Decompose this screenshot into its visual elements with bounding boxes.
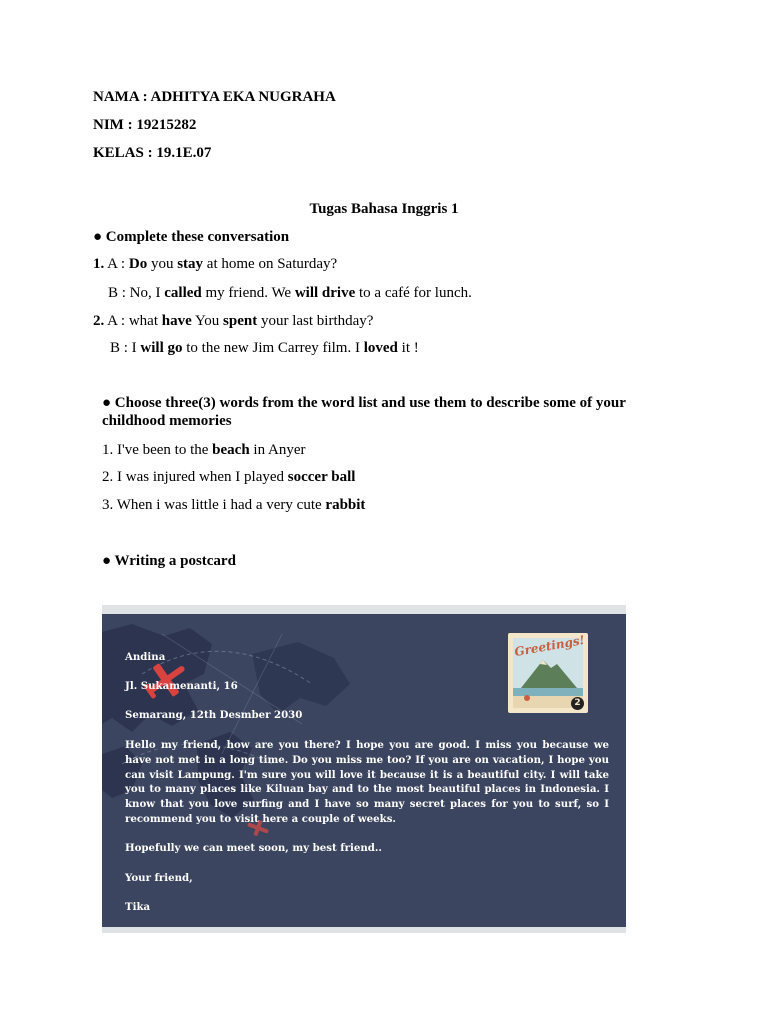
nim-label: NIM :	[93, 117, 137, 133]
conversation-1-a	[93, 255, 337, 273]
answer-word: will go	[140, 340, 183, 356]
recipient-name: Andina	[125, 651, 166, 663]
conversation-2-b	[110, 339, 419, 357]
nim-line	[93, 116, 196, 134]
chosen-word: beach	[212, 442, 250, 458]
postcard-signoff: Your friend,	[125, 872, 193, 884]
stamp-greeting: Greetings!	[513, 632, 586, 660]
place-and-date: Semarang, 12th Desmber 2030	[125, 709, 303, 721]
plain-text: in Anyer	[249, 442, 306, 458]
postcard-closing: Hopefully we can meet soon, my best friend..	[125, 842, 382, 854]
answer-word: stay	[177, 256, 204, 272]
name-line	[93, 88, 336, 106]
plain-text: to a café for lunch.	[355, 285, 472, 301]
answer-word: loved	[363, 340, 398, 356]
speaker-text: A : what	[104, 313, 162, 329]
section3-heading: ● Writing a postcard	[102, 553, 236, 569]
postcard-card	[102, 614, 626, 927]
speaker-text: B : No, I	[108, 285, 165, 301]
memory-item-1	[102, 441, 306, 459]
speaker-text: A :	[104, 256, 129, 272]
plain-text: 2. I was injured when I played	[102, 469, 288, 485]
conversation-1-b	[108, 284, 472, 302]
name-value: ADHITYA EKA NUGRAHA	[150, 89, 336, 105]
class-line	[93, 144, 211, 162]
answer-word: have	[161, 313, 192, 329]
postcard-signature: Tika	[125, 901, 151, 913]
document-title: Tugas Bahasa Inggris 1	[309, 201, 459, 217]
name-label: NAMA :	[93, 89, 151, 105]
class-label: KELAS :	[93, 145, 157, 161]
speaker-text: B : I	[110, 340, 141, 356]
memory-item-2	[102, 468, 355, 486]
plain-text: 1. I've been to the	[102, 442, 213, 458]
plain-text: to the new Jim Carrey film. I	[182, 340, 364, 356]
chosen-word: soccer ball	[287, 469, 356, 485]
postcard-message: Hello my friend, how are you there? I hope you are good. I miss you because we have not met in a long time. Do you miss me too? If you are on vacation, I hope you can visit Lampung. I'm sure you will love it because it is a beautiful city. I will take you to many places like Kiluan bay and to the most beautiful places in Indonesia. I know that you love surfing and I have so many secret places for you to surf, so I recommend you to visit here a couple of weeks.	[125, 739, 609, 825]
plain-text: You	[191, 313, 224, 329]
item-number: 1.	[93, 256, 105, 272]
chosen-word: rabbit	[325, 497, 366, 513]
plain-text: you	[147, 256, 178, 272]
class-value: 19.1E.07	[156, 145, 212, 161]
conversation-2-a	[93, 312, 373, 330]
postcard-image	[102, 605, 626, 933]
memory-item-3	[102, 496, 365, 514]
recipient-address: Jl. Sukamenanti, 16	[125, 680, 238, 692]
plain-text: your last birthday?	[257, 313, 374, 329]
answer-word: Do	[128, 256, 148, 272]
postcard-text	[102, 614, 626, 927]
answer-word: called	[164, 285, 202, 301]
section1-heading: ● Complete these conversation	[93, 229, 290, 245]
section2-heading: ● Choose three(3) words from the word list and use them to describe some of your childhood memories	[102, 395, 626, 429]
item-number: 2.	[93, 313, 105, 329]
nim-value: 19215282	[136, 117, 197, 133]
answer-word: will drive	[294, 285, 356, 301]
plain-text: 3. When i was little i had a very cute	[102, 497, 326, 513]
answer-word: spent	[223, 313, 258, 329]
stamp-number: 2	[571, 697, 584, 710]
plain-text: my friend. We	[201, 285, 295, 301]
plain-text: it !	[397, 340, 419, 356]
plain-text: at home on Saturday?	[203, 256, 338, 272]
